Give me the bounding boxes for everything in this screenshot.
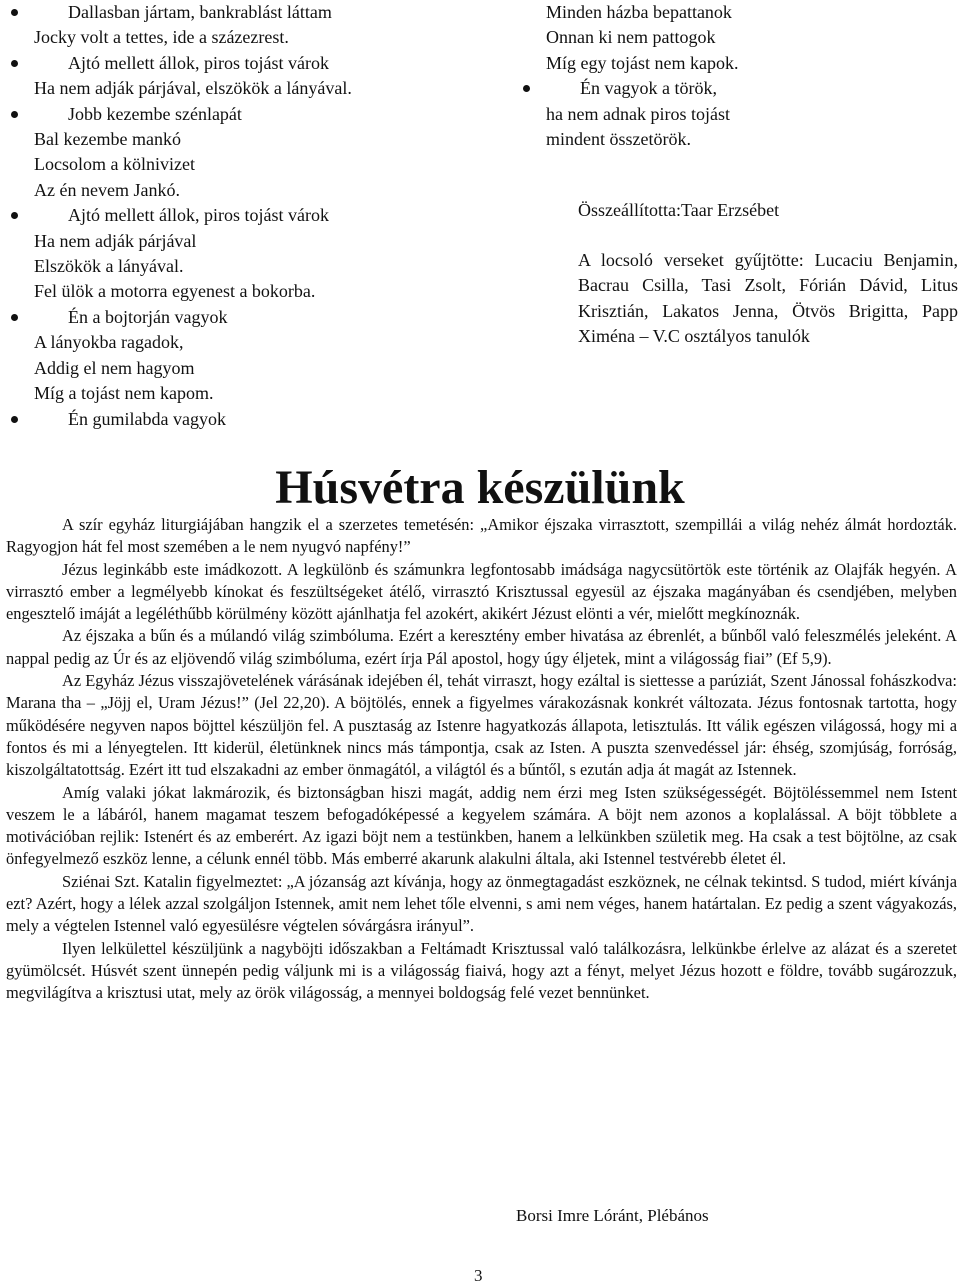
poem-line: Locsolom a kölnivizet	[34, 154, 195, 175]
poem-line: Én a bojtorján vagyok	[34, 305, 504, 330]
page-number: 3	[474, 1266, 483, 1285]
collectors-credit: A locsoló verseket gyűjtötte: Lucaciu Benjamin, Bacrau Csilla, Tasi Zsolt, Fórián Dávid, Litus Krisztián, Lakatos Jenna, Ötvös Brigitta, Papp Xiména – V.C osztályos tanulók	[578, 250, 958, 347]
poem-line: Fel ülök a motorra egyenest a bokorba.	[34, 281, 316, 302]
article-paragraph: Ilyen lelkülettel készüljünk a nagyböjti időszakban a Feltámadt Krisztussal való találkozásra, lelkünkbe érlelve az alázat és a szeretet gyümölcsét. Húsvét szent ünnepén pedig váljunk mi is a világosság fiaivá, hogy azt a fényt, melyet Jézus hozott e földre, tovább sugározzuk, megvilágítva a krisztusi utat, mely az örök világosság, a mennyei boldogság felé vezet bennünket.	[6, 938, 957, 1003]
poem-column-left	[34, 0, 504, 432]
poem-line: Ajtó mellett állok, piros tojást várok	[34, 203, 504, 228]
article-paragraph: Az Egyház Jézus visszajövetelének várásának idejében él, tehát virraszt, hogy ezáltal is siettesse a parúziát, Szent Jánossal fohászkodva: Marana tha – „Jöjj el, Uram Jézus!” (Jel 22,20). A böjtölés, ennek a figyelmes várakozásnak konkrét változata. Jézus fontosnak tartotta, hogy működésére negyven napos böjttel készüljön fel. A pusztaság az Istenre hagyatkozás állapota, letisztulás. Itt válik egészen világossá, hogy mi a fontos és mi a lényegtelen. Itt kiderül, életünknek nincs más támpontja, csak az Isten. A puszta szenvedéssel jár: éhség, szomjúság, forróság, kiszolgáltatottság. Ezért itt tud elszakadni az ember önmagától, a világtól és a bűntől, s ezután adja át magát az Istennek.	[6, 671, 957, 780]
poem-line: Bal kezembe mankó	[34, 129, 181, 150]
poem-line: Ha nem adják párjával, elszökök a lányával.	[34, 78, 352, 99]
author-signature: Borsi Imre Lóránt, Plébános	[516, 1206, 709, 1225]
article-title-text: Húsvétra készülünk	[275, 461, 685, 514]
poem-line: A lányokba ragadok,	[34, 332, 184, 353]
poem-column-right	[546, 0, 958, 152]
article-paragraph: Amíg valaki jókat lakmározik, és biztonságban hiszi magát, addig nem érzi meg Isten szükségességét. Böjtöléssemmel nem Istent veszem le a lábáról, hanem magamat teszem befogadóképessé a kegyelem számára. A böjt nem azonos a koplalással. A böjt többlete a motivációban rejlik: Istenért és az emberért. Az igazi böjt nem a testünkben, hanem a lelkünkben születik meg. Ha csak a test böjtölne, az csak önfegyelmező eszköz lenne, a célunk ennél több. Más emberré akarunk alakulni általa, aki Istennel testvérebb életet él.	[6, 782, 957, 869]
article-paragraph: A szír egyház liturgiájában hangzik el a szerzetes temetésén: „Amikor éjszaka virrasztott, szempillái a világ nehéz álmát hordozták. Ragyogjon hát fel most szemében a le nem nyugvó napfény!”	[6, 515, 957, 557]
poem-line: Az én nevem Jankó.	[34, 179, 180, 200]
poem-line: Jobb kezembe szénlapát	[34, 102, 504, 127]
article-paragraph: Az éjszaka a bűn és a múlandó világ szimbóluma. Ezért a keresztény ember hivatása az ébrenlét, a bűnből való feleszmélés jeleként. A nappal pedig az Úr és az eljövendő világ szimbóluma, ezért írja Pál apostol, hogy úgy éljetek, mint a világosság fiai” (Ef 5,9).	[6, 626, 957, 668]
article-paragraph: Sziénai Szt. Katalin figyelmeztet: „A józanság azt kívánja, hogy az önmegtagadást eszköznek, ne célnak tekintsd. S tudod, miért kívánja ezt? Azért, hogy a lélek azzal szolgáljon Istennek, amit nem lehet tőle elvenni, s ami nem véges, hanem határtalan. Ez pedig a szent vágyakozás, mely a végtelen Istennel való egyesülésre végtelen sóvárgásra irányul”.	[6, 871, 957, 936]
article-title	[0, 460, 960, 516]
poem-line: ha nem adnak piros tojást	[546, 103, 730, 124]
poem-line: Én gumilabda vagyok	[34, 407, 504, 432]
poem-line: Én vagyok a török,	[546, 76, 958, 101]
poem-line: Jocky volt a tettes, ide a százezrest.	[34, 27, 289, 48]
poem-line: Dallasban jártam, bankrablást láttam	[34, 0, 504, 25]
poem-line: mindent összetörök.	[546, 129, 691, 150]
poem-line: Míg egy tojást nem kapok.	[546, 52, 739, 73]
poem-line: Elszökök a lányával.	[34, 256, 184, 277]
poem-line: Onnan ki nem pattogok	[546, 27, 716, 48]
editor-credit: Összeállította:Taar Erzsébet	[578, 200, 780, 220]
poem-line: Míg a tojást nem kapom.	[34, 383, 214, 404]
article-paragraph: Jézus leginkább este imádkozott. A legkülönb és számunkra legfontosabb imádsága nagycsütörtök este történik az Olajfák hegyén. A virrasztó ember a legmélyebb kínokat és feszültségeket átélő, virrasztó Krisztussal egyesül az éjszaka magányában és csendjében, melyben engesztelő imáját a legéléthűbb körülmény között ajánlhatja fel azokért, akikért Jézust elönti a vér, mielőtt megkínoznák.	[6, 559, 957, 624]
article-body	[6, 514, 957, 1005]
poem-line: Minden házba bepattanok	[546, 2, 732, 22]
poem-line: Ajtó mellett állok, piros tojást várok	[34, 51, 504, 76]
poem-line: Addig el nem hagyom	[34, 357, 195, 378]
poem-line: Ha nem adják párjával	[34, 230, 197, 251]
